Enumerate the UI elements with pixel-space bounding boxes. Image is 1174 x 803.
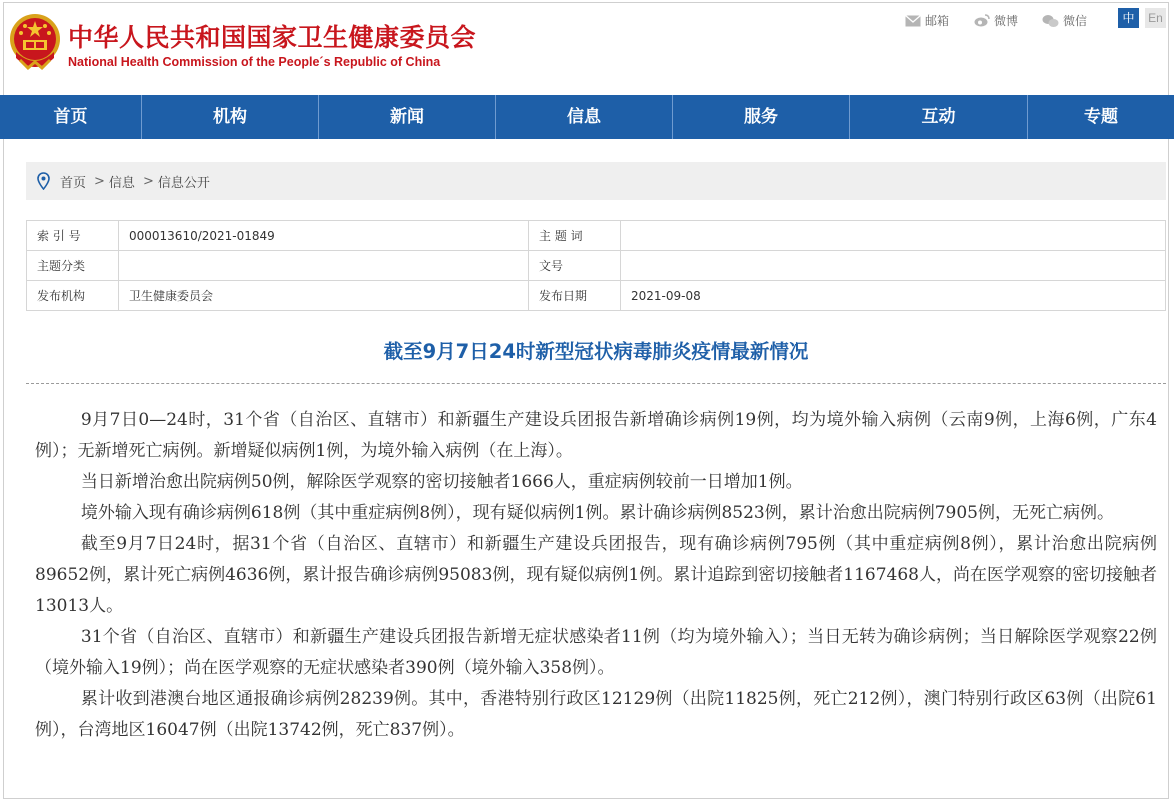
meta-value-doc-number <box>621 251 1166 281</box>
national-emblem-icon[interactable] <box>8 12 62 74</box>
nav-item-news[interactable]: 新闻 <box>319 95 496 139</box>
article-paragraph: 截至9月7日24时，据31个省（自治区、直辖市）和新疆生产建设兵团报告，现有确诊病例795例（其中重症病例8例），累计治愈出院病例89652例，累计死亡病例4636例，累计报告确诊病例95083例，现有疑似病例1例。累计追踪到密切接触者1167468人，尚在医学观察的密切接触者13013人。 <box>35 534 1157 616</box>
weibo-icon <box>974 14 990 27</box>
meta-key-index: 索 引 号 <box>27 221 119 251</box>
site-title-en[interactable]: National Health Commission of the People´s Republic of China <box>68 55 441 69</box>
nav-item-topics[interactable]: 专题 <box>1084 107 1118 127</box>
meta-row <box>27 221 1166 251</box>
mail-link[interactable] <box>905 12 949 29</box>
main-nav <box>0 95 1174 139</box>
mail-label: 邮箱 <box>925 14 950 28</box>
wechat-label: 微信 <box>1063 14 1088 28</box>
meta-value-category <box>119 251 529 281</box>
article-paragraph: 当日新增治愈出院病例50例，解除医学观察的密切接触者1666人，重症病例较前一日增加1例。 <box>80 472 803 492</box>
weibo-link[interactable] <box>974 12 1018 29</box>
nav-item-information[interactable]: 信息 <box>496 95 673 139</box>
lang-en-button[interactable]: En <box>1145 8 1166 28</box>
breadcrumb <box>26 162 1166 200</box>
breadcrumb-separator: > <box>94 173 105 189</box>
nav-item-home[interactable]: 首页 <box>0 95 142 139</box>
meta-value-keywords <box>621 221 1166 251</box>
meta-value-publish-date: 2021-09-08 <box>621 281 1166 311</box>
breadcrumb-separator: > <box>142 173 154 189</box>
article-paragraph: 境外输入现有确诊病例618例（其中重症病例8例），现有疑似病例1例。累计确诊病例8523例，累计治愈出院病例7905例，无死亡病例。 <box>80 503 1114 523</box>
meta-key-keywords: 主 题 词 <box>529 221 621 251</box>
meta-row <box>27 251 1166 281</box>
breadcrumb-information[interactable]: 信息 <box>108 175 135 191</box>
wechat-icon <box>1042 14 1059 28</box>
lang-zh-button[interactable]: 中 <box>1118 8 1139 28</box>
title-divider <box>26 383 1166 384</box>
document-meta-table <box>26 220 1166 311</box>
meta-value-index: 000013610/2021-01849 <box>119 221 529 251</box>
nav-item-organization[interactable]: 机构 <box>142 95 319 139</box>
nav-item-services[interactable]: 服务 <box>673 95 850 139</box>
meta-key-doc-number: 文号 <box>529 251 621 281</box>
weibo-label: 微博 <box>994 14 1019 28</box>
article-paragraph: 31个省（自治区、直辖市）和新疆生产建设兵团报告新增无症状感染者11例（均为境外输入）；当日无转为确诊病例；当日解除医学观察22例（境外输入19例）；尚在医学观察的无症状感染者390例（境外输入358例）。 <box>35 627 1157 678</box>
article-paragraph: 9月7日0—24时，31个省（自治区、直辖市）和新疆生产建设兵团报告新增确诊病例19例，均为境外输入病例（云南9例，上海6例，广东4例）；无新增死亡病例。新增疑似病例1例，为境外输入病例（在上海）。 <box>35 410 1157 461</box>
meta-key-publisher: 发布机构 <box>27 281 119 311</box>
mail-icon <box>905 15 921 27</box>
location-pin-icon <box>37 172 50 190</box>
article-body <box>35 405 1157 746</box>
site-header <box>0 0 1174 94</box>
meta-key-publish-date: 发布日期 <box>529 281 621 311</box>
meta-key-category: 主题分类 <box>27 251 119 281</box>
breadcrumb-disclosure[interactable]: 信息公开 <box>157 175 210 191</box>
article-title: 截至9月7日24时新型冠状病毒肺炎疫情最新情况 <box>383 340 809 363</box>
meta-value-publisher: 卫生健康委员会 <box>119 281 529 311</box>
article-paragraph: 累计收到港澳台地区通报确诊病例28239例。其中，香港特别行政区12129例（出院11825例，死亡212例），澳门特别行政区63例（出院61例），台湾地区16047例（出院13742例，死亡837例）。 <box>35 689 1157 740</box>
wechat-link[interactable] <box>1042 12 1087 29</box>
nav-item-interaction[interactable]: 互动 <box>850 95 1028 139</box>
meta-row <box>27 281 1166 311</box>
breadcrumb-home[interactable]: 首页 <box>60 175 87 191</box>
site-title-cn[interactable]: 中华人民共和国国家卫生健康委员会 <box>68 23 477 52</box>
